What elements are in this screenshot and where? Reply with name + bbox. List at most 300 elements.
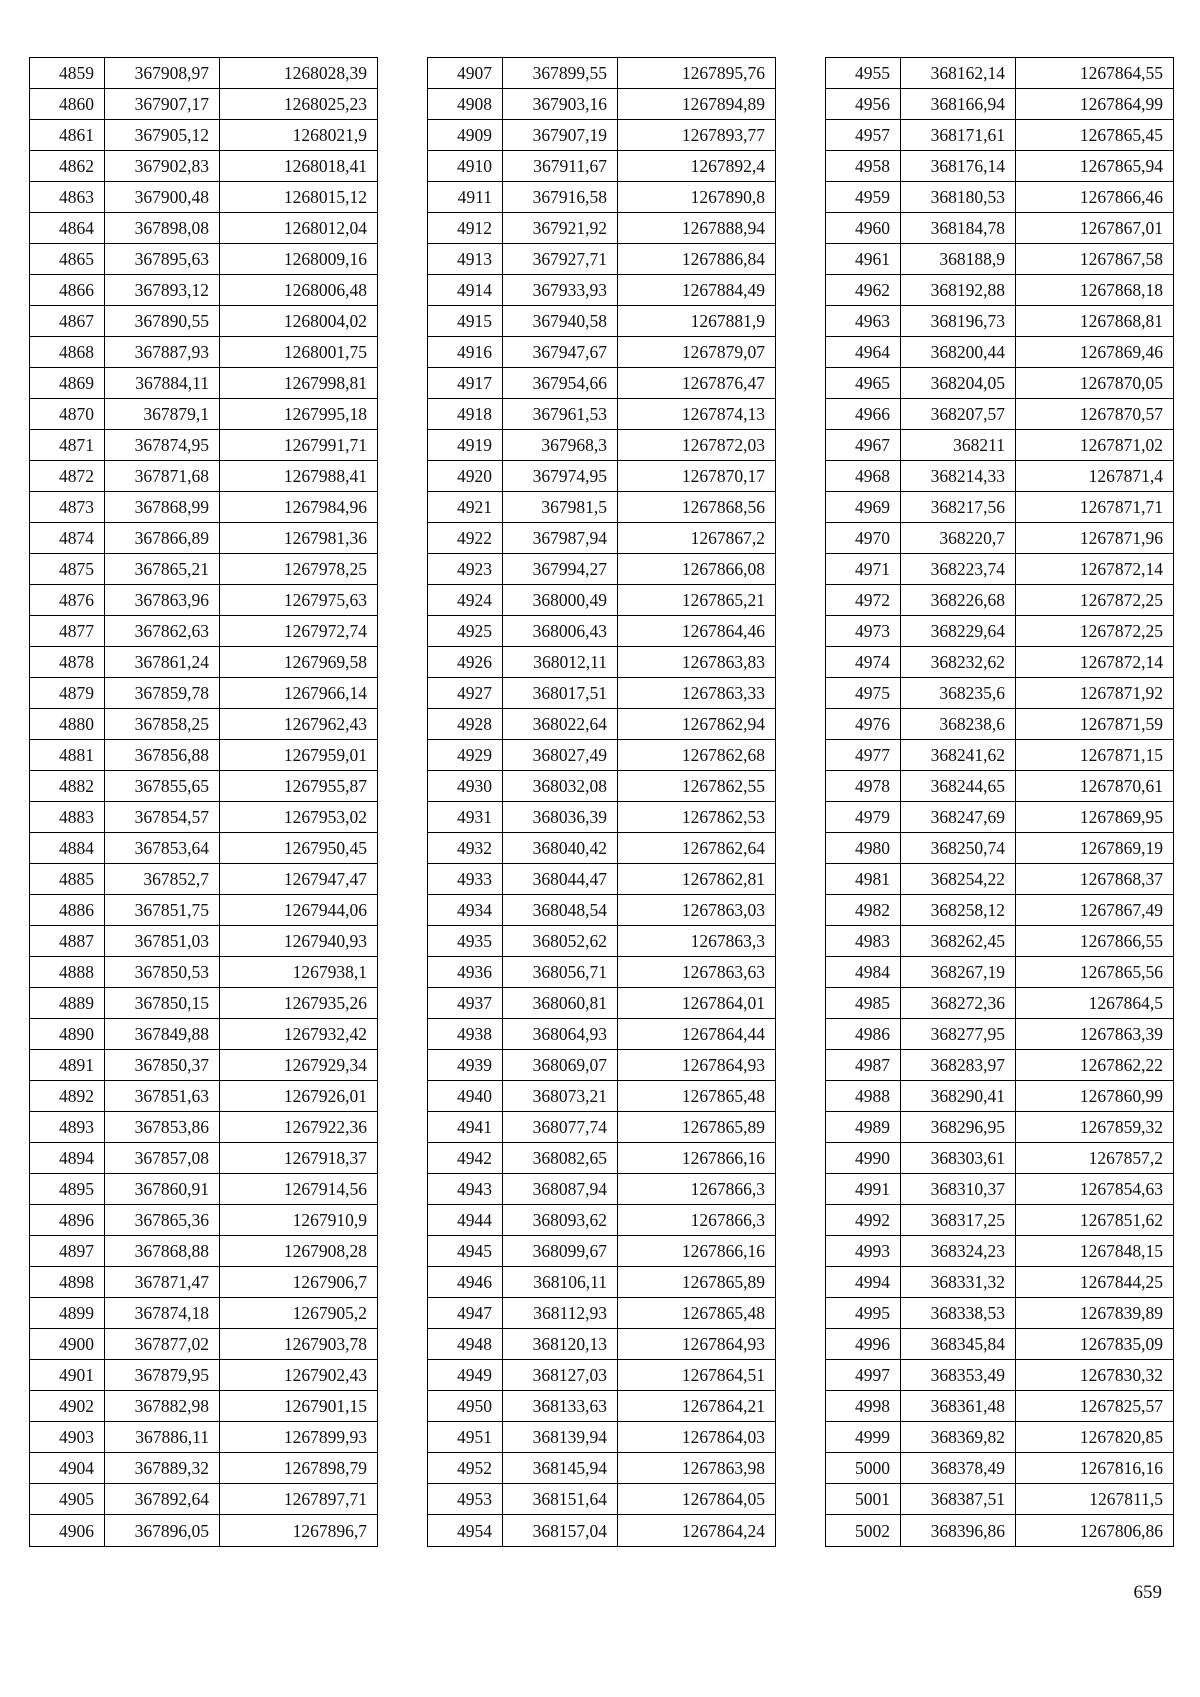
y-coordinate-cell: 1267866,3 [618,1205,776,1236]
point-number-cell: 4961 [826,244,901,275]
table-row [826,461,1174,492]
point-number-cell: 4954 [428,1515,503,1547]
x-coordinate-cell: 367886,11 [105,1422,220,1453]
point-number-cell: 4989 [826,1112,901,1143]
point-number-cell: 5000 [826,1453,901,1484]
table-row [428,492,776,523]
y-coordinate-cell: 1267862,53 [618,802,776,833]
table-row [428,1205,776,1236]
x-coordinate-cell: 368296,95 [901,1112,1016,1143]
table-row [30,120,378,151]
table-row [428,647,776,678]
table-row [428,523,776,554]
table-row [30,1143,378,1174]
table-row [30,1112,378,1143]
point-number-cell: 4868 [30,337,105,368]
point-number-cell: 4985 [826,988,901,1019]
table-row [826,1050,1174,1081]
x-coordinate-cell: 368235,6 [901,678,1016,709]
table-row [30,1391,378,1422]
table-row [30,554,378,585]
table-row [30,492,378,523]
table-row [826,1515,1174,1547]
point-number-cell: 4945 [428,1236,503,1267]
table-row [428,1081,776,1112]
point-number-cell: 4884 [30,833,105,864]
table-row [826,1267,1174,1298]
table-row [428,709,776,740]
y-coordinate-cell: 1267893,77 [618,120,776,151]
x-coordinate-cell: 367884,11 [105,368,220,399]
point-number-cell: 4910 [428,151,503,182]
point-number-cell: 4870 [30,399,105,430]
x-coordinate-cell: 368077,74 [503,1112,618,1143]
table-row [826,182,1174,213]
point-number-cell: 4926 [428,647,503,678]
y-coordinate-cell: 1267870,57 [1016,399,1174,430]
y-coordinate-cell: 1268004,02 [220,306,378,337]
table-row [30,1453,378,1484]
table-row [30,182,378,213]
table-row [826,554,1174,585]
y-coordinate-cell: 1267866,55 [1016,926,1174,957]
point-number-cell: 4916 [428,337,503,368]
table-row [30,647,378,678]
point-number-cell: 4999 [826,1422,901,1453]
point-number-cell: 4918 [428,399,503,430]
point-number-cell: 4922 [428,523,503,554]
x-coordinate-cell: 368048,54 [503,895,618,926]
x-coordinate-cell: 368000,49 [503,585,618,616]
table-row [30,833,378,864]
x-coordinate-cell: 367954,66 [503,368,618,399]
point-number-cell: 4983 [826,926,901,957]
y-coordinate-cell: 1267864,99 [1016,89,1174,120]
table-row [30,1205,378,1236]
y-coordinate-cell: 1267871,4 [1016,461,1174,492]
point-number-cell: 4930 [428,771,503,802]
table-row [30,1081,378,1112]
point-number-cell: 4998 [826,1391,901,1422]
y-coordinate-cell: 1267908,28 [220,1236,378,1267]
y-coordinate-cell: 1267870,61 [1016,771,1174,802]
table-row [30,1484,378,1515]
point-number-cell: 4887 [30,926,105,957]
table-row [826,430,1174,461]
y-coordinate-cell: 1267864,24 [618,1515,776,1547]
table-row [30,306,378,337]
point-number-cell: 4937 [428,988,503,1019]
point-number-cell: 4927 [428,678,503,709]
y-coordinate-cell: 1267872,25 [1016,585,1174,616]
table-row [428,1236,776,1267]
point-number-cell: 4923 [428,554,503,585]
x-coordinate-cell: 367854,57 [105,802,220,833]
table-row [428,430,776,461]
x-coordinate-cell: 367865,36 [105,1205,220,1236]
table-row [30,1298,378,1329]
x-coordinate-cell: 368277,95 [901,1019,1016,1050]
x-coordinate-cell: 368188,9 [901,244,1016,275]
point-number-cell: 4936 [428,957,503,988]
y-coordinate-cell: 1267871,92 [1016,678,1174,709]
table-body [826,58,1174,1547]
x-coordinate-cell: 367882,98 [105,1391,220,1422]
y-coordinate-cell: 1267864,01 [618,988,776,1019]
point-number-cell: 4921 [428,492,503,523]
point-number-cell: 4952 [428,1453,503,1484]
y-coordinate-cell: 1267910,9 [220,1205,378,1236]
table-row [428,864,776,895]
point-number-cell: 4901 [30,1360,105,1391]
y-coordinate-cell: 1267863,63 [618,957,776,988]
x-coordinate-cell: 368290,41 [901,1081,1016,1112]
table-row [826,709,1174,740]
y-coordinate-cell: 1267863,33 [618,678,776,709]
table-row [826,1329,1174,1360]
y-coordinate-cell: 1267929,34 [220,1050,378,1081]
y-coordinate-cell: 1267892,4 [618,151,776,182]
x-coordinate-cell: 367871,68 [105,461,220,492]
x-coordinate-cell: 367877,02 [105,1329,220,1360]
y-coordinate-cell: 1267839,89 [1016,1298,1174,1329]
point-number-cell: 4958 [826,151,901,182]
x-coordinate-cell: 368151,64 [503,1484,618,1515]
y-coordinate-cell: 1267868,81 [1016,306,1174,337]
table-row [826,1081,1174,1112]
x-coordinate-cell: 367851,03 [105,926,220,957]
y-coordinate-cell: 1267872,14 [1016,554,1174,585]
table-row [428,1360,776,1391]
x-coordinate-cell: 368176,14 [901,151,1016,182]
y-coordinate-cell: 1267895,76 [618,58,776,89]
y-coordinate-cell: 1267868,18 [1016,275,1174,306]
table-row [826,58,1174,89]
x-coordinate-cell: 367857,08 [105,1143,220,1174]
x-coordinate-cell: 367855,65 [105,771,220,802]
point-number-cell: 4900 [30,1329,105,1360]
y-coordinate-cell: 1267959,01 [220,740,378,771]
y-coordinate-cell: 1267899,93 [220,1422,378,1453]
point-number-cell: 4882 [30,771,105,802]
x-coordinate-cell: 367981,5 [503,492,618,523]
y-coordinate-cell: 1267902,43 [220,1360,378,1391]
y-coordinate-cell: 1267859,32 [1016,1112,1174,1143]
point-number-cell: 4947 [428,1298,503,1329]
table-row [30,399,378,430]
x-coordinate-cell: 368093,62 [503,1205,618,1236]
x-coordinate-cell: 368036,39 [503,802,618,833]
y-coordinate-cell: 1267978,25 [220,554,378,585]
table-row [30,1422,378,1453]
y-coordinate-cell: 1267988,41 [220,461,378,492]
point-number-cell: 4987 [826,1050,901,1081]
y-coordinate-cell: 1267864,55 [1016,58,1174,89]
x-coordinate-cell: 368223,74 [901,554,1016,585]
point-number-cell: 4995 [826,1298,901,1329]
point-number-cell: 4988 [826,1081,901,1112]
x-coordinate-cell: 368303,61 [901,1143,1016,1174]
y-coordinate-cell: 1267865,21 [618,585,776,616]
x-coordinate-cell: 368032,08 [503,771,618,802]
point-number-cell: 4992 [826,1205,901,1236]
x-coordinate-cell: 367893,12 [105,275,220,306]
table-row [30,709,378,740]
table-row [826,492,1174,523]
x-coordinate-cell: 367921,92 [503,213,618,244]
point-number-cell: 4872 [30,461,105,492]
x-coordinate-cell: 368217,56 [901,492,1016,523]
table-row [30,1174,378,1205]
y-coordinate-cell: 1267866,3 [618,1174,776,1205]
table-row [826,306,1174,337]
coordinate-table-1 [29,57,378,1547]
y-coordinate-cell: 1267868,37 [1016,864,1174,895]
x-coordinate-cell: 368204,05 [901,368,1016,399]
table-row [826,585,1174,616]
y-coordinate-cell: 1267874,13 [618,399,776,430]
x-coordinate-cell: 367853,64 [105,833,220,864]
x-coordinate-cell: 368192,88 [901,275,1016,306]
x-coordinate-cell: 367851,63 [105,1081,220,1112]
y-coordinate-cell: 1267862,68 [618,740,776,771]
point-number-cell: 4878 [30,647,105,678]
y-coordinate-cell: 1267862,55 [618,771,776,802]
point-number-cell: 4880 [30,709,105,740]
point-number-cell: 4875 [30,554,105,585]
point-number-cell: 4955 [826,58,901,89]
x-coordinate-cell: 367866,89 [105,523,220,554]
table-row [826,802,1174,833]
point-number-cell: 5001 [826,1484,901,1515]
table-row [826,1019,1174,1050]
table-row [826,678,1174,709]
x-coordinate-cell: 368378,49 [901,1453,1016,1484]
y-coordinate-cell: 1267962,43 [220,709,378,740]
table-row [30,740,378,771]
y-coordinate-cell: 1267863,83 [618,647,776,678]
point-number-cell: 4934 [428,895,503,926]
point-number-cell: 4967 [826,430,901,461]
table-body [30,58,378,1547]
point-number-cell: 4906 [30,1515,105,1547]
point-number-cell: 4973 [826,616,901,647]
table-row [826,833,1174,864]
point-number-cell: 4861 [30,120,105,151]
x-coordinate-cell: 367887,93 [105,337,220,368]
x-coordinate-cell: 367902,83 [105,151,220,182]
point-number-cell: 4951 [428,1422,503,1453]
table-row [30,244,378,275]
table-row [428,1329,776,1360]
y-coordinate-cell: 1267854,63 [1016,1174,1174,1205]
y-coordinate-cell: 1267860,99 [1016,1081,1174,1112]
point-number-cell: 4943 [428,1174,503,1205]
point-number-cell: 4971 [826,554,901,585]
coordinate-table-3 [825,57,1174,1547]
table-row [428,616,776,647]
table-row [30,58,378,89]
x-coordinate-cell: 367871,47 [105,1267,220,1298]
table-row [428,1422,776,1453]
point-number-cell: 4957 [826,120,901,151]
table-row [30,275,378,306]
point-number-cell: 4908 [428,89,503,120]
point-number-cell: 4980 [826,833,901,864]
table-row [428,399,776,430]
table-row [428,1267,776,1298]
y-coordinate-cell: 1267867,49 [1016,895,1174,926]
table-row [826,213,1174,244]
x-coordinate-cell: 367907,19 [503,120,618,151]
y-coordinate-cell: 1267865,89 [618,1267,776,1298]
y-coordinate-cell: 1267864,21 [618,1391,776,1422]
table-row [428,244,776,275]
y-coordinate-cell: 1267890,8 [618,182,776,213]
x-coordinate-cell: 368232,62 [901,647,1016,678]
x-coordinate-cell: 367859,78 [105,678,220,709]
y-coordinate-cell: 1267914,56 [220,1174,378,1205]
table-row [826,1298,1174,1329]
y-coordinate-cell: 1267864,46 [618,616,776,647]
x-coordinate-cell: 367874,18 [105,1298,220,1329]
point-number-cell: 4913 [428,244,503,275]
x-coordinate-cell: 368064,93 [503,1019,618,1050]
x-coordinate-cell: 367879,1 [105,399,220,430]
y-coordinate-cell: 1268012,04 [220,213,378,244]
x-coordinate-cell: 368022,64 [503,709,618,740]
table-row [826,895,1174,926]
y-coordinate-cell: 1267991,71 [220,430,378,461]
table-body [428,58,776,1547]
point-number-cell: 4941 [428,1112,503,1143]
point-number-cell: 4929 [428,740,503,771]
point-number-cell: 4935 [428,926,503,957]
x-coordinate-cell: 367974,95 [503,461,618,492]
point-number-cell: 4895 [30,1174,105,1205]
table-row [826,864,1174,895]
point-number-cell: 4984 [826,957,901,988]
table-row [428,89,776,120]
y-coordinate-cell: 1267864,05 [618,1484,776,1515]
x-coordinate-cell: 368006,43 [503,616,618,647]
point-number-cell: 4907 [428,58,503,89]
table-row [826,1236,1174,1267]
point-number-cell: 4942 [428,1143,503,1174]
point-number-cell: 4981 [826,864,901,895]
y-coordinate-cell: 1267998,81 [220,368,378,399]
y-coordinate-cell: 1267863,3 [618,926,776,957]
y-coordinate-cell: 1267825,57 [1016,1391,1174,1422]
table-row [826,89,1174,120]
x-coordinate-cell: 368027,49 [503,740,618,771]
x-coordinate-cell: 368012,11 [503,647,618,678]
table-row [30,213,378,244]
y-coordinate-cell: 1267835,09 [1016,1329,1174,1360]
x-coordinate-cell: 368073,21 [503,1081,618,1112]
y-coordinate-cell: 1267865,45 [1016,120,1174,151]
x-coordinate-cell: 368272,36 [901,988,1016,1019]
table-row [30,337,378,368]
table-row [826,988,1174,1019]
point-number-cell: 4928 [428,709,503,740]
table-row [428,740,776,771]
y-coordinate-cell: 1267969,58 [220,647,378,678]
x-coordinate-cell: 367849,88 [105,1019,220,1050]
point-number-cell: 4911 [428,182,503,213]
y-coordinate-cell: 1267811,5 [1016,1484,1174,1515]
x-coordinate-cell: 367896,05 [105,1515,220,1547]
point-number-cell: 4962 [826,275,901,306]
x-coordinate-cell: 368112,93 [503,1298,618,1329]
x-coordinate-cell: 367862,63 [105,616,220,647]
y-coordinate-cell: 1267869,46 [1016,337,1174,368]
point-number-cell: 4867 [30,306,105,337]
y-coordinate-cell: 1267871,96 [1016,523,1174,554]
table-row [826,616,1174,647]
x-coordinate-cell: 367895,63 [105,244,220,275]
point-number-cell: 4889 [30,988,105,1019]
x-coordinate-cell: 367903,16 [503,89,618,120]
table-row [30,523,378,554]
x-coordinate-cell: 367908,97 [105,58,220,89]
point-number-cell: 4960 [826,213,901,244]
x-coordinate-cell: 367911,67 [503,151,618,182]
x-coordinate-cell: 368387,51 [901,1484,1016,1515]
x-coordinate-cell: 368267,19 [901,957,1016,988]
y-coordinate-cell: 1267918,37 [220,1143,378,1174]
y-coordinate-cell: 1267940,93 [220,926,378,957]
table-row [826,151,1174,182]
x-coordinate-cell: 368106,11 [503,1267,618,1298]
point-number-cell: 4915 [428,306,503,337]
point-number-cell: 4959 [826,182,901,213]
y-coordinate-cell: 1267862,81 [618,864,776,895]
point-number-cell: 4897 [30,1236,105,1267]
point-number-cell: 5002 [826,1515,901,1547]
table-row [30,802,378,833]
y-coordinate-cell: 1267872,14 [1016,647,1174,678]
table-row [30,89,378,120]
table-row [826,120,1174,151]
point-number-cell: 4896 [30,1205,105,1236]
x-coordinate-cell: 368082,65 [503,1143,618,1174]
point-number-cell: 4886 [30,895,105,926]
x-coordinate-cell: 368184,78 [901,213,1016,244]
x-coordinate-cell: 367860,91 [105,1174,220,1205]
point-number-cell: 4877 [30,616,105,647]
table-row [30,1515,378,1547]
point-number-cell: 4879 [30,678,105,709]
y-coordinate-cell: 1267864,5 [1016,988,1174,1019]
y-coordinate-cell: 1267870,05 [1016,368,1174,399]
y-coordinate-cell: 1267851,62 [1016,1205,1174,1236]
table-row [428,1515,776,1547]
point-number-cell: 4885 [30,864,105,895]
table-row [30,151,378,182]
point-number-cell: 4978 [826,771,901,802]
table-row [428,585,776,616]
point-number-cell: 4893 [30,1112,105,1143]
x-coordinate-cell: 367879,95 [105,1360,220,1391]
x-coordinate-cell: 368166,94 [901,89,1016,120]
x-coordinate-cell: 368145,94 [503,1453,618,1484]
y-coordinate-cell: 1268015,12 [220,182,378,213]
table-row [428,151,776,182]
point-number-cell: 4986 [826,1019,901,1050]
table-row [30,957,378,988]
x-coordinate-cell: 367947,67 [503,337,618,368]
